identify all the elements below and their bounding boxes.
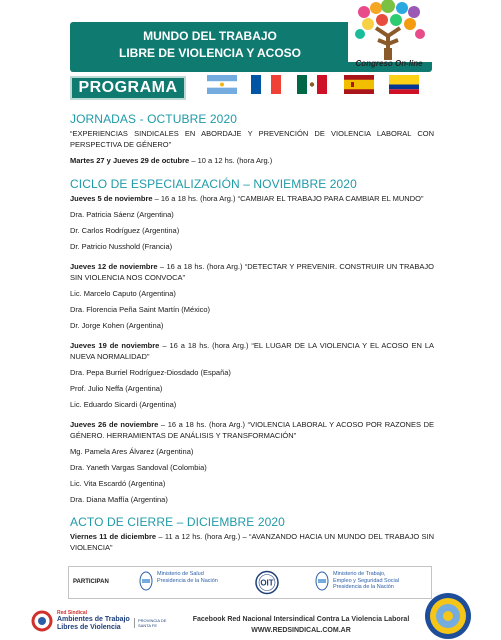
provincia-label: PROVINCIA DE SANTA FE bbox=[134, 618, 174, 628]
tree-logo-icon bbox=[348, 0, 432, 62]
red-line-1: Red Sindical bbox=[57, 610, 88, 616]
speaker: Dr. Patricio Nusshold (Francia) bbox=[70, 242, 173, 251]
cierre-date: Viernes 11 de diciembre bbox=[70, 532, 157, 541]
france-flag-icon bbox=[251, 75, 281, 94]
programa-label: PROGRAMA bbox=[70, 76, 186, 100]
jornadas-description: “EXPERIENCIAS SINDICALES EN ABORDAJE Y PREVENCIÓN DE VIOLENCIA LABORAL CON PERSPECTIVA DE GÉNERO” bbox=[70, 129, 434, 149]
speaker: Dra. Yaneth Vargas Sandoval (Colombia) bbox=[70, 463, 207, 472]
red-line-2: Ambientes de Trabajo bbox=[57, 616, 130, 623]
speaker: Lic. Marcelo Caputo (Argentina) bbox=[70, 289, 176, 298]
speaker: Dr. Jorge Kohen (Argentina) bbox=[70, 321, 164, 330]
colombia-flag-icon bbox=[389, 75, 419, 94]
speaker: Dra. Pepa Burriel Rodríguez-Diosdado (España) bbox=[70, 368, 231, 377]
section-ciclo-title: CICLO DE ESPECIALIZACIÓN – NOVIEMBRE 2020 bbox=[70, 176, 357, 191]
speaker: Mg. Pamela Ares Álvarez (Argentina) bbox=[70, 447, 194, 456]
jornadas-date-rest: – 10 a 12 hs. (hora Arg.) bbox=[189, 156, 273, 165]
session-date: Jueves 12 de noviembre bbox=[70, 262, 158, 271]
argentina-seal-icon bbox=[139, 571, 153, 591]
argentina-flag-icon bbox=[207, 75, 237, 94]
website-text: WWW.REDSINDICAL.COM.AR bbox=[251, 627, 351, 634]
red-sindical-icon bbox=[30, 610, 54, 632]
session-2-header bbox=[70, 262, 434, 283]
trabajo-line-1: Ministerio de Trabajo, bbox=[333, 571, 386, 577]
mexico-flag-icon bbox=[297, 75, 327, 94]
cierre-header bbox=[70, 532, 434, 553]
trabajo-line-2: Empleo y Seguridad Social bbox=[333, 577, 400, 584]
section-cierre-title: ACTO DE CIERRE – DICIEMBRE 2020 bbox=[70, 515, 285, 529]
red-line-3: Libres de Violencia bbox=[57, 624, 121, 631]
header-title bbox=[70, 28, 350, 62]
session-topic: – 16 a 18 hs. (hora Arg.) “CAMBIAR EL TRABAJO PARA CAMBIAR EL MUNDO” bbox=[152, 193, 424, 203]
congreso-label: Congreso On-line bbox=[355, 59, 423, 68]
session-topic: – 16 a 18 hs. (hora Arg.) “EL LUGAR DE LA VIOLENCIA Y EL ACOSO EN LA NUEVA NORMALIDAD” bbox=[70, 341, 434, 361]
participants-box bbox=[68, 566, 432, 599]
program-content bbox=[70, 112, 434, 553]
spain-flag-icon bbox=[344, 75, 374, 94]
session-date: Jueves 19 de noviembre bbox=[70, 341, 160, 350]
speaker: Lic. Vita Escardó (Argentina) bbox=[70, 479, 166, 488]
session-date: Jueves 26 de noviembre bbox=[70, 420, 159, 429]
section-jornadas-title: JORNADAS - OCTUBRE 2020 bbox=[70, 112, 238, 126]
salud-line-2: Presidencia de la Nación bbox=[157, 577, 218, 584]
oit-logo-icon bbox=[252, 570, 282, 595]
session-topic: – 16 a 18 hs. (hora Arg.) “DETECTAR Y PREVENIR. CONSTRUIR UN TRABAJO SIN VIOLENCIA NOS CONVOCA” bbox=[70, 262, 434, 282]
session-topic: – 16 a 18 hs. (hora Arg.) “VIOLENCIA LABORAL Y ACOSO POR RAZONES DE GÉNERO. HERRAMIENTAS DE ANÁLISIS Y TRANSFORMACIÓN” bbox=[70, 420, 434, 440]
trabajo-line-3: Presidencia de la Nación bbox=[333, 584, 394, 590]
participan-label: PARTICIPAN bbox=[73, 579, 109, 585]
speaker: Dr. Carlos Rodríguez (Argentina) bbox=[70, 226, 180, 235]
footer-text bbox=[186, 614, 416, 636]
title-line-1: MUNDO DEL TRABAJO bbox=[143, 29, 277, 43]
argentina-seal-icon bbox=[315, 571, 329, 591]
cierre-topic: – 11 a 12 hs. (hora Arg.) – “AVANZANDO HACIA UN MUNDO DEL TRABAJO SIN VIOLENCIA” bbox=[70, 532, 435, 552]
ministerio-salud-logo bbox=[157, 571, 218, 584]
speaker: Dra. Florencia Peña Saint Martín (México) bbox=[70, 305, 211, 314]
salud-line-1: Ministerio de Salud bbox=[157, 571, 204, 577]
oit-text: OIT bbox=[260, 578, 274, 588]
session-3-header bbox=[70, 341, 434, 362]
facebook-text: Facebook Red Nacional Intersindical Contra La Violencia Laboral bbox=[192, 616, 410, 623]
session-1-header bbox=[70, 194, 434, 205]
speaker: Dra. Patricia Sáenz (Argentina) bbox=[70, 210, 174, 219]
ministerio-trabajo-logo bbox=[333, 571, 399, 591]
jornadas-date-bold: Martes 27 y Jueves 29 de octubre bbox=[70, 156, 190, 165]
session-date: Jueves 5 de noviembre bbox=[70, 193, 153, 203]
session-4-header bbox=[70, 420, 434, 441]
red-sindical-logo bbox=[30, 608, 180, 634]
jornadas-date bbox=[70, 156, 434, 167]
title-line-2: LIBRE DE VIOLENCIA Y ACOSO bbox=[118, 46, 302, 60]
speaker: Dra. Diana Maffía (Argentina) bbox=[70, 495, 168, 504]
speaker: Prof. Julio Neffa (Argentina) bbox=[70, 384, 163, 393]
speaker: Lic. Eduardo Sicardi (Argentina) bbox=[70, 400, 177, 409]
emblem-seal-icon bbox=[424, 592, 472, 640]
